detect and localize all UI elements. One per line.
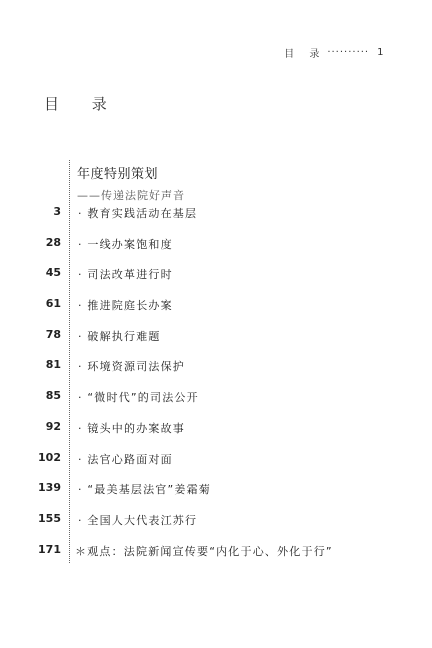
toc-entry-page: 139 <box>38 481 61 495</box>
section-subtitle: ——传递法院好声音 <box>77 189 185 202</box>
running-head-page-number: 1 <box>377 47 384 58</box>
toc-entry[interactable] <box>0 236 432 267</box>
toc-entry[interactable] <box>0 451 432 482</box>
toc-entry[interactable] <box>0 266 432 297</box>
toc-entry-page: 81 <box>45 358 61 372</box>
toc-entry-title: · 镜头中的办案故事 <box>78 421 185 435</box>
section-title: 年度特别策划 <box>77 167 159 182</box>
toc-entry-page: 92 <box>45 419 61 433</box>
toc-entry-title: · 司法改革进行时 <box>78 268 173 282</box>
toc-entry-title: · 破解执行难题 <box>78 329 161 343</box>
toc-entry[interactable] <box>0 358 432 389</box>
toc-entry-title: · 法官心路面对面 <box>78 452 173 466</box>
toc-entry-page: 45 <box>45 266 61 280</box>
toc-entry-page: 61 <box>45 297 61 311</box>
toc-entry-page: 171 <box>38 542 61 556</box>
toc-entry-page: 85 <box>45 389 61 403</box>
toc-entry-page: 28 <box>45 235 61 249</box>
toc-entry[interactable] <box>0 297 432 328</box>
toc-entry-title: · 推进院庭长办案 <box>78 299 173 313</box>
toc-entry-list <box>0 205 432 573</box>
toc-entry-title: · “最美基层法官”姜霜菊 <box>78 483 211 497</box>
toc-entry-page: 102 <box>38 450 61 464</box>
running-head-leader-dots: ·········· <box>327 47 370 58</box>
toc-entry-title: ＊观点：法院新闻宣传要“内化于心、外化于行” <box>75 544 333 558</box>
toc-entry-title: · 全国人大代表江苏行 <box>78 513 198 527</box>
toc-entry[interactable] <box>0 205 432 236</box>
running-head-title: 目 录 <box>284 49 326 60</box>
toc-entry-title: · “微时代”的司法公开 <box>78 391 199 405</box>
toc-entry-page: 3 <box>53 205 61 218</box>
toc-entry-page: 155 <box>38 511 61 525</box>
toc-entry[interactable] <box>0 512 432 543</box>
toc-entry[interactable] <box>0 543 432 574</box>
toc-entry[interactable] <box>0 389 432 420</box>
toc-entry[interactable] <box>0 481 432 512</box>
toc-entry[interactable] <box>0 328 432 359</box>
toc-title: 目 录 <box>44 95 121 113</box>
toc-entry[interactable] <box>0 420 432 451</box>
toc-entry-title: · 教育实践活动在基层 <box>78 207 198 220</box>
section-heading <box>77 163 185 203</box>
toc-entry-page: 78 <box>45 327 61 341</box>
toc-entry-title: · 环境资源司法保护 <box>78 360 185 374</box>
running-head <box>284 45 384 60</box>
toc-entry-title: · 一线办案饱和度 <box>78 237 173 251</box>
